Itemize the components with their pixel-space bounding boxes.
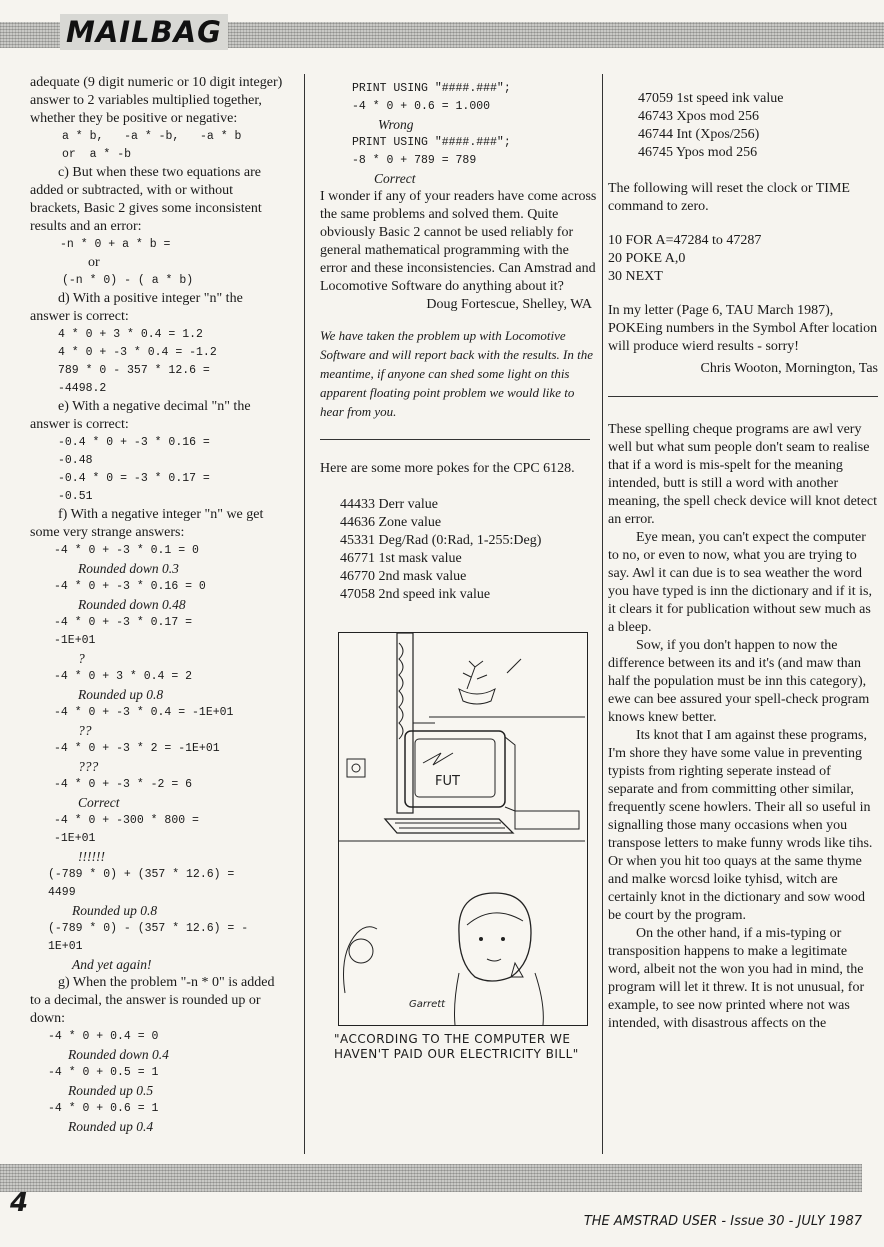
- poke-item: 46770 2nd mask value: [340, 569, 467, 584]
- note: Rounded down 0.3: [78, 561, 179, 576]
- note: Rounded up 0.4: [68, 1119, 154, 1134]
- note: ??: [78, 723, 92, 738]
- poke-item: 46743 Xpos mod 256: [638, 109, 759, 124]
- code-line: -4 * 0 + 0.4 = 0: [48, 1030, 159, 1043]
- code-block: PRINT USING "####.###"; -8 * 0 + 789 = 789: [352, 136, 511, 167]
- letter-signature: Chris Wooton, Mornington, Tas: [700, 361, 878, 376]
- publication-footer: THE AMSTRAD USER - Issue 30 - JULY 1987: [583, 1214, 862, 1229]
- reset-text: The following will reset the clock or TIME command to zero.: [608, 181, 850, 214]
- spelling-paragraph: These spelling cheque programs are awl very well but what sum people don't seam to realise that if a word is mis-spelt for the meaning intended, butt is still a word with another meaning, the spell check device will knot detect an error.: [608, 422, 878, 527]
- editor-reply: We have taken the problem up with Locomotive Software and will report back with the results. In the meantime, if anyone can shed some light on this apparent floating point problem we would like to hear from you.: [320, 328, 593, 419]
- paragraph-c: c) But when these two equations are added or subtracted, with or without brackets, Basic 2 gives some inconsistent results and an error:: [30, 165, 262, 234]
- cartoon-signature: Garrett: [409, 999, 446, 1010]
- code-line: -4 * 0 + -3 * 0.17 = -1E+01: [54, 616, 193, 647]
- code-block: -n * 0 + a * b =: [60, 238, 171, 251]
- paragraph-e: e) With a negative decimal "n" the answer is correct:: [30, 399, 251, 432]
- paragraph-g: g) When the problem "-n * 0" is added to a decimal, the answer is rounded up or down:: [30, 975, 275, 1026]
- poke-item: 46771 1st mask value: [340, 551, 462, 566]
- spelling-paragraph: Sow, if you don't happen to now the difference between its and it's (and maw than half the population must be inn this category), ewe can bee assured your spell-check program knows knew better.: [608, 638, 870, 725]
- poke-item: 46744 Int (Xpos/256): [638, 127, 760, 142]
- program-line: 30 NEXT: [608, 269, 663, 284]
- page-number: 4: [10, 1188, 29, 1218]
- footer-band: [0, 1164, 862, 1192]
- note: Rounded up 0.8: [72, 903, 158, 918]
- column-divider-1: [304, 74, 305, 1154]
- section-divider: [608, 396, 878, 397]
- cartoon: [338, 632, 588, 1026]
- code-line: -4 * 0 + -3 * -2 = 6: [54, 778, 193, 791]
- code-block: 4 * 0 + 3 * 0.4 = 1.2 4 * 0 + -3 * 0.4 = -1.2 789 * 0 - 357 * 12.6 = -4498.2: [58, 328, 217, 395]
- pokes-list: [340, 496, 598, 604]
- correction-text: In my letter (Page 6, TAU March 1987), POKEing numbers in the Symbol After location will produce wierd results - sorry!: [608, 303, 878, 354]
- poke-item: 45331 Deg/Rad (0:Rad, 1-255:Deg): [340, 533, 542, 548]
- paragraph-d: d) With a positive integer "n" the answer is correct:: [30, 291, 243, 324]
- column-divider-2: [602, 74, 603, 1154]
- code-block: -0.4 * 0 + -3 * 0.16 = -0.48 -0.4 * 0 = -3 * 0.17 = -0.51: [58, 436, 210, 503]
- letter-signature: Doug Fortescue, Shelley, WA: [426, 297, 592, 312]
- poke-item: 44433 Derr value: [340, 497, 438, 512]
- note: Wrong: [378, 117, 414, 132]
- code-line: (-789 * 0) + (357 * 12.6) = 4499: [48, 868, 235, 899]
- code-line: (-789 * 0) - (357 * 12.6) = - 1E+01: [48, 922, 249, 953]
- poke-item: 47058 2nd speed ink value: [340, 587, 491, 602]
- pokes-list-continued: [638, 90, 878, 162]
- code-block: PRINT USING "####.###"; -4 * 0 + 0.6 = 1.000: [352, 82, 511, 113]
- note: Rounded down 0.48: [78, 597, 186, 612]
- code-line: -4 * 0 + -3 * 0.1 = 0: [54, 544, 199, 557]
- note: Rounded up 0.5: [68, 1083, 154, 1098]
- page-title: MAILBAG: [60, 14, 228, 50]
- or-text: or: [88, 255, 100, 270]
- code-line: -4 * 0 + -3 * 2 = -1E+01: [54, 742, 220, 755]
- note: ???: [78, 759, 99, 774]
- spelling-paragraph: Its knot that I am against these programs, I'm shore they have some value in preventing typists from righting seperate instead of separate and from committing other similar, frequently scene howlers. Their all so useful in signalling those many occasions when you transpose letters to make funny wrods like tihs. Or when you hit too quays at the same thyme and malke worcsd loike tyhisd, witch are certainly knot in the dictionary and sow wood be court by the program.: [608, 728, 873, 923]
- spelling-paragraph: Eye mean, you can't expect the computer to no, or even to now, what you are trying to say. Awl it can due is to sea weather the word you have typed is inn the dictionary and if it is, it clears it for publication without sew much as a bleep.: [608, 530, 873, 635]
- code-line: -4 * 0 + 3 * 0.4 = 2: [54, 670, 193, 683]
- column-3: [608, 90, 878, 1033]
- note: Rounded up 0.8: [78, 687, 164, 702]
- note: Correct: [374, 171, 416, 186]
- note: And yet again!: [72, 957, 152, 972]
- cartoon-drawing: [339, 633, 587, 1025]
- column-2: [320, 74, 598, 1062]
- code-line: -4 * 0 + 0.5 = 1: [48, 1066, 159, 1079]
- note: ?: [78, 651, 85, 666]
- section-divider: [320, 439, 590, 440]
- program-line: 20 POKE A,0: [608, 251, 686, 266]
- note: Correct: [78, 795, 120, 810]
- poke-item: 47059 1st speed ink value: [638, 91, 784, 106]
- poke-item: 46745 Ypos mod 256: [638, 145, 758, 160]
- column-1: [30, 74, 284, 1136]
- code-block: (-n * 0) - ( a * b): [62, 274, 194, 287]
- cartoon-screen-text: FUT: [435, 774, 460, 789]
- note: !!!!!!: [78, 849, 105, 864]
- program-line: 10 FOR A=47284 to 47287: [608, 233, 762, 248]
- code-line: -4 * 0 + -3 * 0.4 = -1E+01: [54, 706, 234, 719]
- code-line: -4 * 0 + 0.6 = 1: [48, 1102, 159, 1115]
- code-line: -4 * 0 + -3 * 0.16 = 0: [54, 580, 206, 593]
- paragraph-f: f) With a negative integer "n" we get some very strange answers:: [30, 507, 264, 540]
- spelling-paragraph: On the other hand, if a mis-typing or transposition happens to make a legitimate word, albeit not the won you had in mind, the program will let it threw. It is not unusual, for example, to see now printed where not was intended, with disastrous affects on the: [608, 926, 865, 1031]
- intro-text: adequate (9 digit numeric or 10 digit integer) answer to 2 variables multiplied together, whether they be positive or negative:: [30, 75, 283, 126]
- code-block: a * b, -a * -b, -a * b or a * -b: [62, 130, 242, 161]
- letter-body: I wonder if any of your readers have come across the same problems and solved them. Quite obviously Basic 2 cannot be used reliably for general mathematical programming with the error and these inconsistencies. Can Amstrad and Locomotive Software do anything about it?: [320, 189, 597, 294]
- poke-item: 44636 Zone value: [340, 515, 442, 530]
- pokes-intro: Here are some more pokes for the CPC 6128.: [320, 461, 575, 476]
- code-line: -4 * 0 + -300 * 800 = -1E+01: [54, 814, 199, 845]
- note: Rounded down 0.4: [68, 1047, 169, 1062]
- cartoon-caption: "ACCORDING TO THE COMPUTER WE HAVEN'T PAID OUR ELECTRICITY BILL": [334, 1032, 579, 1061]
